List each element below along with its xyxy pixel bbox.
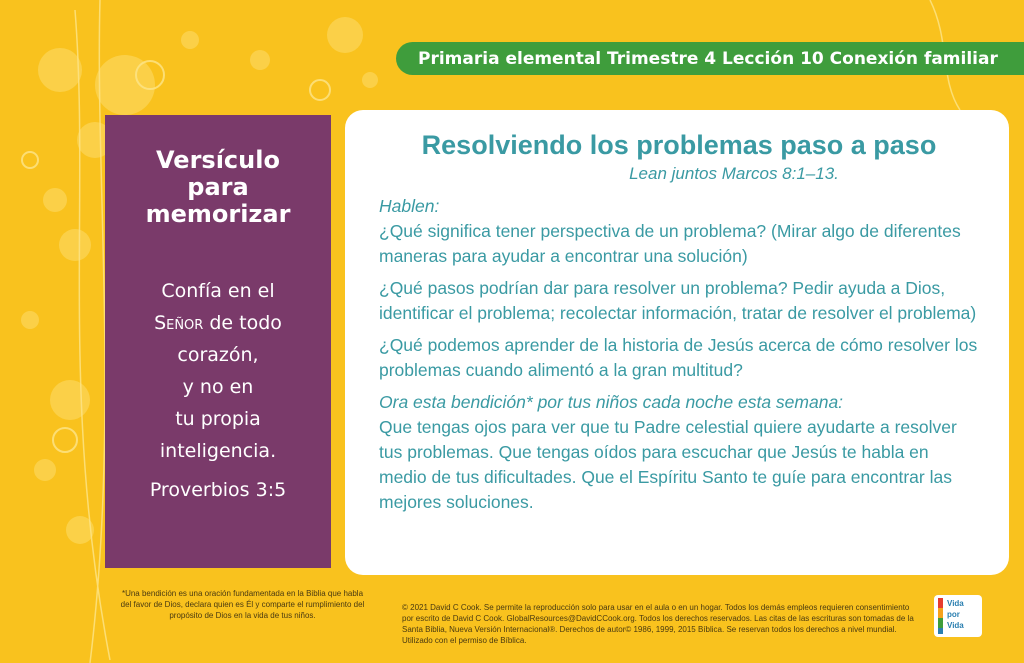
verse-lord: Señor	[154, 312, 204, 334]
verse-line: corazón,	[177, 344, 259, 366]
verse-line: Confía en el	[161, 280, 275, 302]
verse-line: tu propia	[175, 408, 261, 430]
vida-por-vida-logo	[934, 595, 982, 637]
read-together: Lean juntos Marcos 8:1–13.	[629, 164, 839, 183]
blessing-text: Que tengas ojos para ver que tu Padre celestial quiere ayudarte a resolver tus problemas. Que tengas oídos para escuchar que Jesús te habla en medio de tus dificultades. Que el Espíritu Santo te guíe para encontrar las mejores soluciones.	[379, 417, 957, 512]
memory-title-line: Versículo	[156, 146, 280, 174]
verse-reference: Proverbios 3:5	[149, 479, 287, 501]
memory-title-line: memorizar	[145, 200, 291, 228]
verse-line-rest: de todo	[203, 312, 282, 334]
talk-label: Hablen:	[379, 196, 440, 216]
talk-section	[379, 194, 979, 269]
question-1: ¿Qué significa tener perspectiva de un problema? (Mirar algo de diferentes maneras para ayudar a encontrar una solución)	[379, 221, 961, 266]
verse-line: inteligencia.	[159, 440, 277, 462]
blessing-footnote: *Una bendición es una oración fundamentada en la Biblia que habla del favor de Dios, declara quien es Él y comparte el rumplimiento del propósito de Dios en la vida de tus niños.	[120, 589, 365, 620]
logo-bar-green	[938, 618, 943, 628]
verse-line	[105, 307, 331, 339]
logo-bar-blue	[938, 628, 943, 634]
logo-bar-red	[938, 598, 943, 608]
banner-text: Primaria elemental Trimestre 4 Lección 10 Conexión familiar	[418, 48, 998, 69]
memory-verse-title	[105, 147, 331, 228]
verse-line: y no en	[182, 376, 254, 398]
blessing-section	[379, 390, 979, 515]
logo-text: Vida por Vida	[947, 599, 964, 630]
card-title: Resolviendo los problemas paso a paso	[421, 130, 937, 160]
question-2: ¿Qué pasos podrían dar para resolver un problema? Pedir ayuda a Dios, identificar el problema; recolectar información, tratar de resolver el problema)	[379, 278, 977, 323]
lesson-card	[345, 110, 1009, 575]
memory-verse-text	[105, 275, 331, 467]
logo-bar-orange	[938, 608, 943, 618]
memory-verse-panel	[105, 115, 331, 568]
copyright-text: © 2021 David C Cook. Se permite la reproducción solo para usar en el aula o en un hogar. Todos los demás empleos requieren consentimiento por escrito de David C Cook. GlobalResources@DavidCCook.org. Todos los derechos reservados. Las citas de las escrituras son tomadas de la Santa Biblia, Nueva Versión Internacional®. Derechos de autor© 1986, 1999, 2015 Bíblica. Se reservan todos los derechos a nivel mundial. Utilizado con el permiso de Bíblica.	[402, 603, 914, 645]
memory-title-line: para	[187, 173, 249, 201]
question-3: ¿Qué podemos aprender de la historia de Jesús acerca de cómo resolver los problemas cuando alimentó a la gran multitud?	[379, 335, 978, 380]
lesson-banner	[396, 42, 1024, 75]
pray-label: Ora esta bendición* por tus niños cada noche esta semana:	[379, 392, 844, 412]
